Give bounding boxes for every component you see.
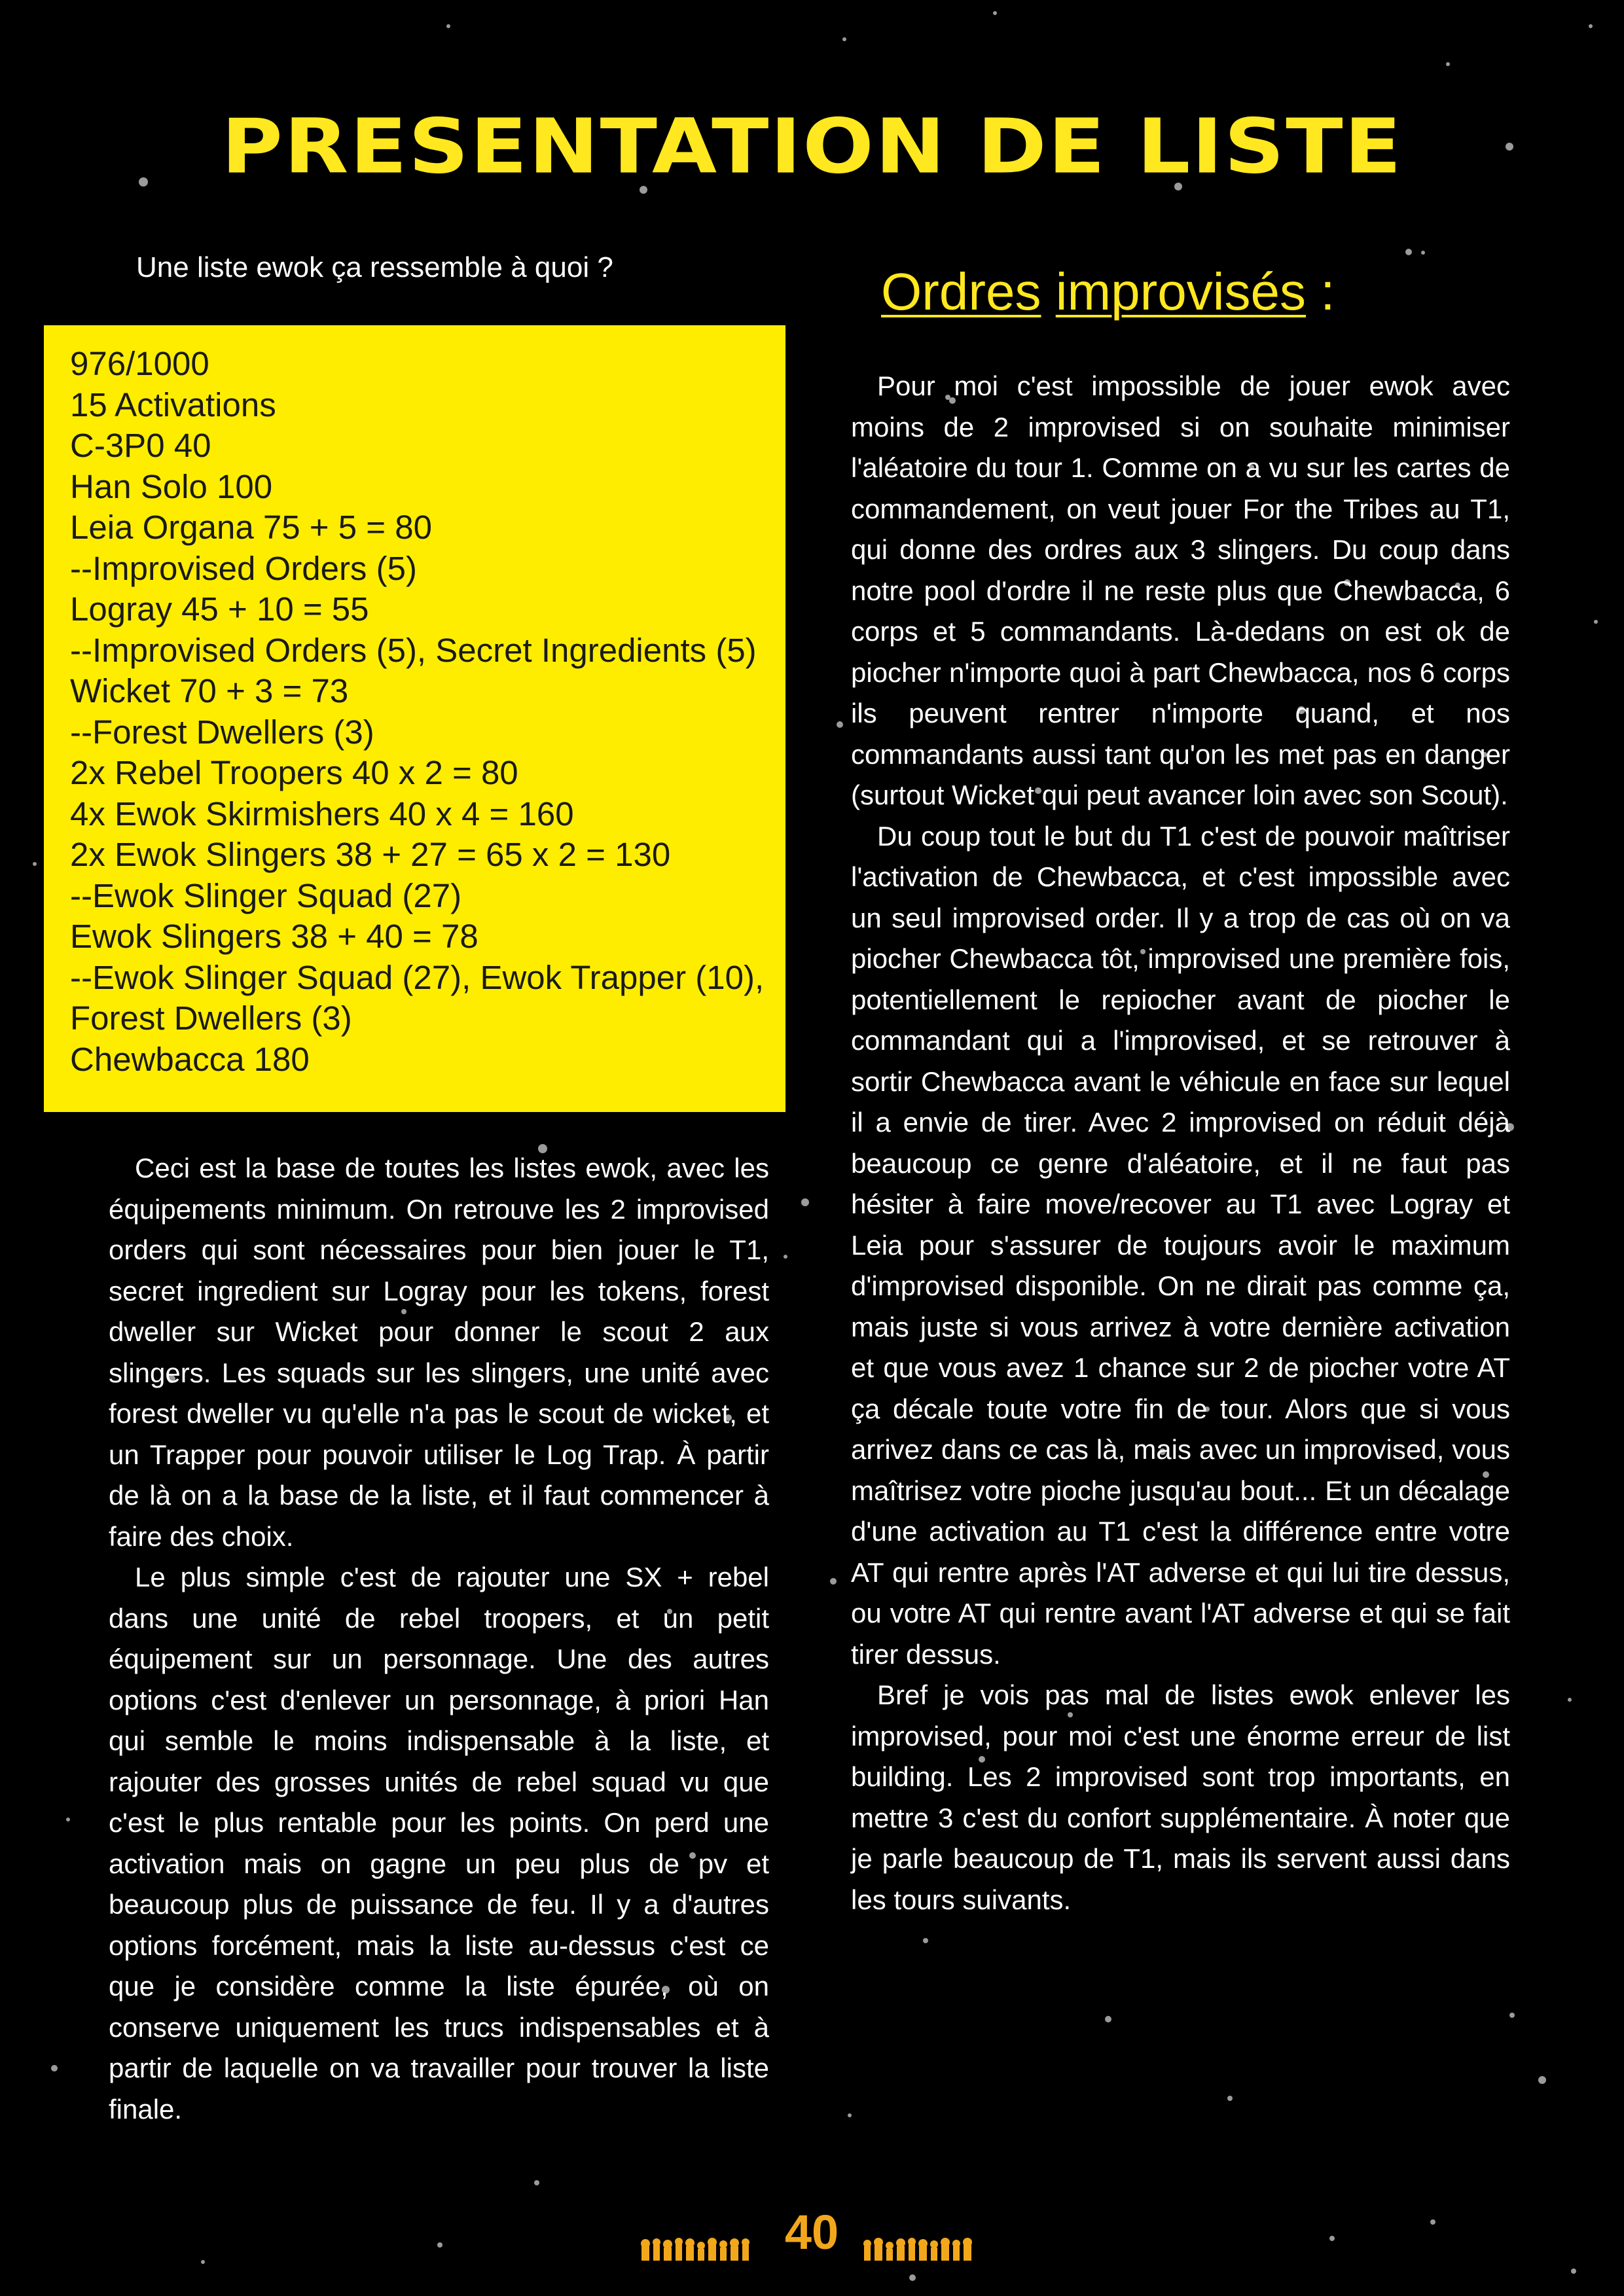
page-title: PRESENTATION DE LISTE [221, 103, 1403, 191]
left-column-text [109, 1148, 769, 2130]
army-list-line: 2x Ewok Slingers 38 + 27 = 65 x 2 = 130 [70, 836, 671, 873]
intro-question: Une liste ewok ça ressemble à quoi ? [136, 251, 613, 283]
army-list-line: Forest Dwellers (3) [70, 999, 352, 1037]
army-list-line: --Forest Dwellers (3) [70, 713, 374, 751]
army-list-line: 15 Activations [70, 386, 276, 423]
army-list-line: Logray 45 + 10 = 55 [70, 590, 369, 628]
left-paragraph: Ceci est la base de toutes les listes ewok, avec les équipements minimum. On retrouve les 2 improvised orders qui sont nécessaires pour bien jouer le T1, secret ingredient sur Logray pour les tokens, forest dweller sur Wicket pour donner le scout 2 aux slingers. Les squads sur les slingers, une unité avec forest dweller vu qu'elle n'a pas le scout de wicket, et un Trapper pour pouvoir utiliser le Log Trap. À partir de là on a la base de la liste, et il faut commencer à faire des choix. [109, 1153, 769, 1552]
army-list-line: 4x Ewok Skirmishers 40 x 4 = 160 [70, 795, 574, 833]
army-list-line: --Ewok Slinger Squad (27) [70, 876, 462, 914]
right-column-text [851, 366, 1510, 1920]
ewok-silhouettes-icon [863, 2237, 975, 2261]
army-list-line: Ewok Slingers 38 + 40 = 78 [70, 918, 478, 955]
heading-word: improvisés [1055, 262, 1307, 321]
army-list-line: Han Solo 100 [70, 467, 273, 505]
right-paragraph: Du coup tout le but du T1 c'est de pouvoir maîtriser l'activation de Chewbacca, et c'est impossible avec un seul improvised order. Il y a trop de cas où on va piocher Chewbacca tôt, improvised une première fois, potentiellement le repiocher avant de piocher le commandant qui a l'improvised, et se retrouver à sortir Chewbacca avant le véhicule en face sur lequel il a envie de tirer. Avec 2 improvised on réduit déjà beaucoup ce genre d'aléatoire, et il ne faut pas hésiter à faire move/recover au T1 avec Logray et Leia pour s'assurer de toujours avoir le maximum d'improvised disponible. On ne dirait pas comme ça, mais juste si vous arrivez à votre dernière activation et que vous avez 1 chance sur 2 de piocher votre AT ça décale toute votre fin de tour. Alors que si vous arrivez dans ce cas là, mais avec un improvised, vous maîtrisez votre pioche jusqu'au bout... Et un décalage d'une activation au T1 c'est la différence entre votre AT qui rentre après l'AT adverse et qui lui tire dessus, ou votre AT qui rentre avant l'AT adverse et qui se fait tirer dessus. [851, 820, 1510, 1670]
army-list-line: --Improvised Orders (5), Secret Ingredients (5) [70, 631, 757, 669]
heading-suffix: : [1306, 262, 1335, 321]
army-list-line: Wicket 70 + 3 = 73 [70, 672, 349, 709]
section-heading [881, 262, 1335, 322]
heading-word: Ordres [881, 262, 1041, 321]
page-number: 40 [784, 2205, 839, 2259]
ewok-silhouettes-icon [640, 2237, 755, 2261]
army-list-box [44, 325, 785, 1112]
left-paragraph: Le plus simple c'est de rajouter une SX + rebel dans une unité de rebel troopers, et un petit équipement sur un personnage. Une des autres options c'est d'enlever un personnage, à priori Han qui semble le moins indispensable à la liste, et rajouter des grosses unités de rebel squad vu que c'est le plus rentable pour les points. On perd une activation mais on gagne un peu plus de pv et beaucoup plus de puissance de feu. Il y a d'autres options forcément, mais la liste au-dessus c'est ce que je considère comme la liste épurée, où on conserve uniquement les trucs indispensables et à partir de laquelle on va travailler pour trouver la liste finale. [109, 1562, 769, 2125]
army-list-line: Chewbacca 180 [70, 1040, 310, 1078]
right-paragraph: Pour moi c'est impossible de jouer ewok avec moins de 2 improvised si on souhaite minimiser l'aléatoire du tour 1. Comme on a vu sur les cartes de commandement, on veut jouer For the Tribes au T1, qui donne des ordres aux 3 slingers. Du coup dans notre pool d'ordre il ne reste plus que Chewbacca, 6 corps et 5 commandants. Là-dedans on est ok de piocher n'importe quoi à part Chewbacca, nos 6 corps ils peuvent rentrer n'importe quand, et nos commandants aussi tant qu'on les met pas en danger (surtout Wicket qui peut avancer loin avec son Scout). [851, 370, 1510, 810]
army-list-line: --Improvised Orders (5) [70, 549, 417, 587]
army-list-line: 976/1000 [70, 345, 209, 382]
army-list-line: Leia Organa 75 + 5 = 80 [70, 509, 432, 546]
army-list-line: C-3P0 40 [70, 427, 211, 464]
army-list-line: 2x Rebel Troopers 40 x 2 = 80 [70, 754, 518, 791]
page-footer [0, 2204, 1624, 2270]
right-paragraph: Bref je vois pas mal de listes ewok enlever les improvised, pour moi c'est une énorme erreur de list building. Les 2 improvised sont trop importants, en mettre 3 c'est du confort supplémentaire. À noter que je parle beaucoup de T1, mais ils servent aussi dans les tours suivants. [851, 1679, 1510, 1915]
army-list-line: --Ewok Slinger Squad (27), Ewok Trapper (10), [70, 958, 765, 996]
